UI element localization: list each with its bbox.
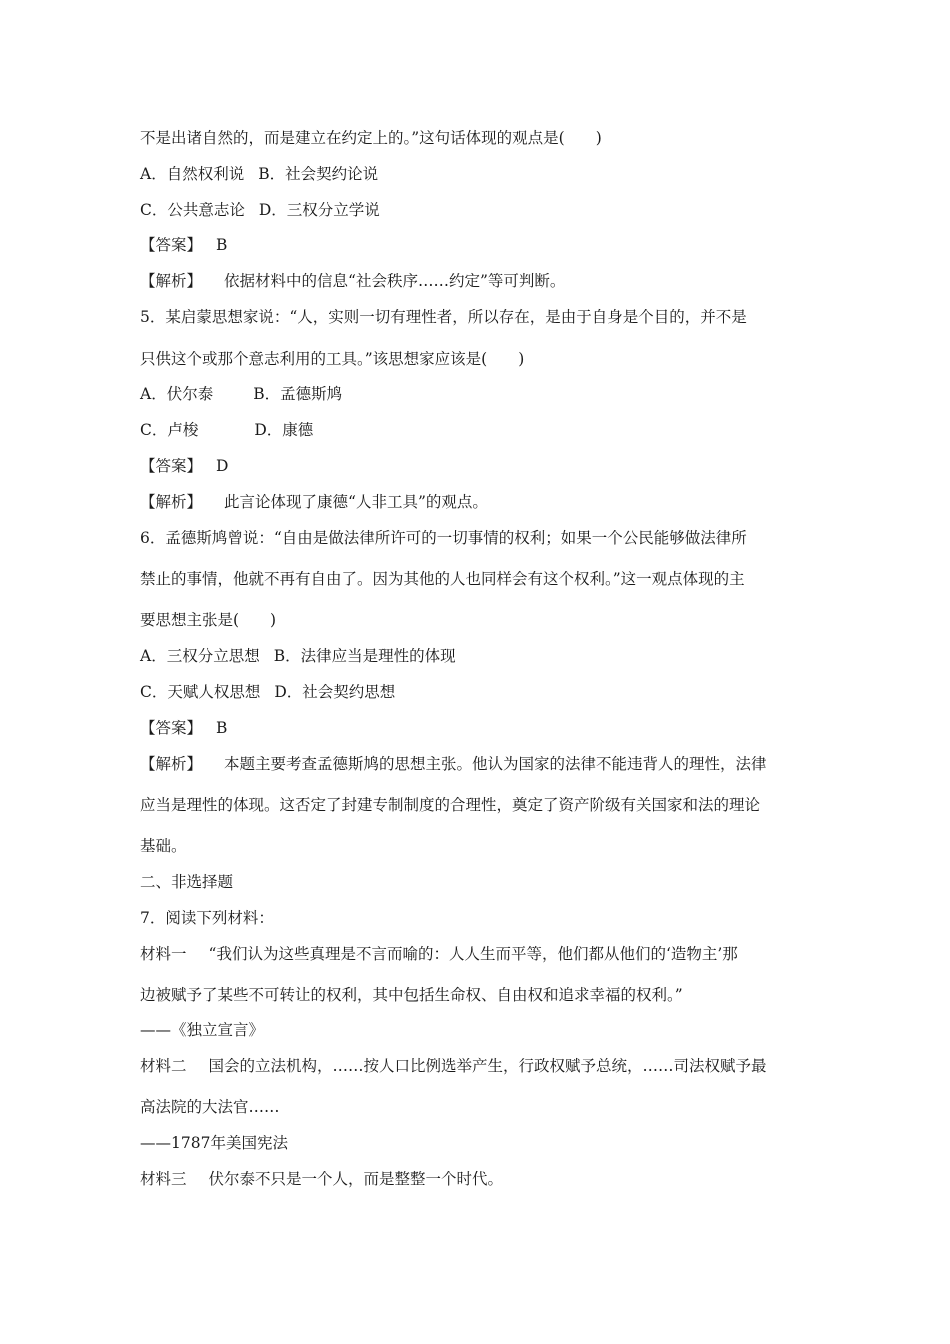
answer-value: B <box>216 236 228 254</box>
q6-stem-line-1 <box>140 528 820 548</box>
q5-stem-text-2: 只供这个或那个意志利用的工具。”该思想家应该是( ) <box>140 350 525 368</box>
material-2-text-2: 高法院的大法官…… <box>140 1098 280 1116</box>
q5-option-c: C．卢梭 <box>140 421 199 439</box>
q6-analysis-line-2 <box>140 795 820 815</box>
analysis-text-3: 基础。 <box>140 837 187 855</box>
q5-stem-line-1 <box>140 307 820 327</box>
q4-analysis <box>140 271 820 291</box>
section-title-text: 二、非选择题 <box>140 873 234 891</box>
answer-label: 【答案】 <box>140 719 203 737</box>
material-1-source-text: ——《独立宣言》 <box>140 1021 265 1039</box>
material-3-text: 伏尔泰不只是一个人，而是整整一个时代。 <box>208 1170 504 1188</box>
q4-stem-line <box>140 128 820 148</box>
q5-option-b: B．孟德斯鸠 <box>253 385 343 403</box>
q5-answer <box>140 456 820 476</box>
analysis-text-1: 本题主要考查孟德斯鸠的思想主张。他认为国家的法律不能违背人的理性，法律 <box>224 755 767 773</box>
q7-material-1-line-1 <box>140 944 820 964</box>
q4-answer <box>140 235 820 255</box>
q5-option-d: D．康德 <box>254 421 314 439</box>
q4-stem-text: 不是出诸自然的，而是建立在约定上的。”这句话体现的观点是( ) <box>140 129 602 147</box>
material-1-text-2: 边被赋予了某些不可转让的权利，其中包括生命权、自由权和追求幸福的权利。” <box>140 986 683 1004</box>
q7-intro-text: 7．阅读下列材料： <box>140 909 274 927</box>
answer-value: B <box>216 719 228 737</box>
material-1-label: 材料一 <box>140 945 187 963</box>
answer-label: 【答案】 <box>140 236 203 254</box>
q4-option-c: C．公共意志论 <box>140 201 245 219</box>
material-1-text-1: “我们认为这些真理是不言而喻的：人人生而平等，他们都从他们的‘造物主’那 <box>208 945 738 963</box>
q7-intro <box>140 908 820 928</box>
material-2-label: 材料二 <box>140 1057 187 1075</box>
q4-option-b: B．社会契约论说 <box>258 165 379 183</box>
q6-answer <box>140 718 820 738</box>
q7-material-2-line-2 <box>140 1097 820 1117</box>
q5-stem-text-1: 5．某启蒙思想家说：“人，实则一切有理性者，所以存在，是由于自身是个目的，并不是 <box>140 308 747 326</box>
material-2-source-text: ——1787年美国宪法 <box>140 1134 288 1152</box>
q4-option-d: D．三权分立学说 <box>258 201 380 219</box>
analysis-text: 依据材料中的信息“社会秩序……约定”等可判断。 <box>224 272 566 290</box>
q6-options-ab <box>140 646 820 666</box>
q6-options-cd <box>140 682 820 702</box>
q5-options-cd <box>140 420 820 440</box>
material-2-text-1: 国会的立法机构，……按人口比例选举产生，行政权赋予总统，……司法权赋予最 <box>208 1057 767 1075</box>
q6-option-d: D．社会契约思想 <box>274 683 396 701</box>
answer-label: 【答案】 <box>140 457 203 475</box>
analysis-text: 此言论体现了康德“人非工具”的观点。 <box>224 493 488 511</box>
q7-material-2-source <box>140 1133 820 1153</box>
analysis-label: 【解析】 <box>140 755 203 773</box>
q6-stem-line-3 <box>140 610 820 630</box>
q7-material-3 <box>140 1169 820 1189</box>
analysis-label: 【解析】 <box>140 272 203 290</box>
q6-analysis-line-1 <box>140 754 820 774</box>
q6-stem-text-1: 6．孟德斯鸠曾说：“自由是做法律所许可的一切事情的权利；如果一个公民能够做法律所 <box>140 529 747 547</box>
q7-material-1-source <box>140 1020 820 1040</box>
analysis-label: 【解析】 <box>140 493 203 511</box>
q6-option-c: C．天赋人权思想 <box>140 683 261 701</box>
q5-stem-line-2 <box>140 349 820 369</box>
q4-options-ab <box>140 164 820 184</box>
q7-material-2-line-1 <box>140 1056 820 1076</box>
q7-material-1-line-2 <box>140 985 820 1005</box>
q6-option-a: A．三权分立思想 <box>140 647 260 665</box>
q4-options-cd <box>140 200 820 220</box>
material-3-label: 材料三 <box>140 1170 187 1188</box>
q6-stem-text-3: 要思想主张是( ) <box>140 611 277 629</box>
section-title <box>140 872 820 892</box>
q5-option-a: A．伏尔泰 <box>140 385 214 403</box>
q4-option-a: A．自然权利说 <box>140 165 245 183</box>
q6-option-b: B．法律应当是理性的体现 <box>273 647 456 665</box>
q6-stem-text-2: 禁止的事情，他就不再有自由了。因为其他的人也同样会有这个权利。”这一观点体现的主 <box>140 570 745 588</box>
q5-options-ab <box>140 384 820 404</box>
q6-analysis-line-3 <box>140 836 820 856</box>
q5-analysis <box>140 492 820 512</box>
answer-value: D <box>216 457 229 475</box>
analysis-text-2: 应当是理性的体现。这否定了封建专制制度的合理性，奠定了资产阶级有关国家和法的理论 <box>140 796 761 814</box>
q6-stem-line-2 <box>140 569 820 589</box>
